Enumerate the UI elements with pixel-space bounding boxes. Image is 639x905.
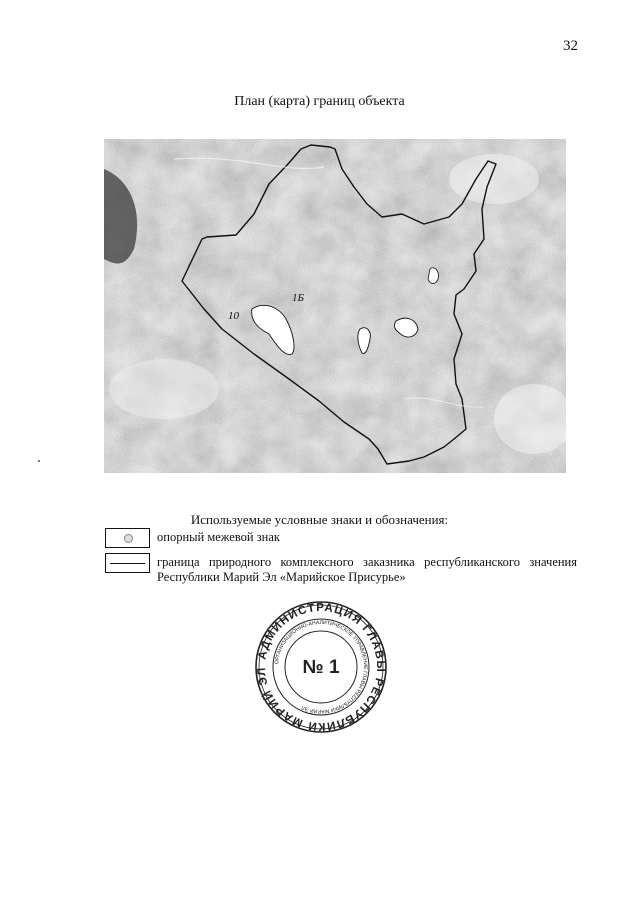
legend-title: Используемые условные знаки и обозначения: [190,512,449,527]
legend-label-marker: опорный межевой знак [157,530,280,544]
pale-patch [449,154,539,204]
clearing-area [428,268,438,284]
map-label-1b: 1Б [292,292,304,304]
page-number: 32 [563,38,578,54]
boundary-map [104,139,566,473]
stamp-center-number: № 1 [302,657,340,678]
legend-swatch-marker [105,528,150,548]
boundary-marker-icon [124,534,133,543]
page-title: План (карта) границ объекта [234,94,405,109]
stamp-outer-text: АДМИНИСТРАЦИЯ ГЛАВЫ РЕСПУБЛИКИ МАРИЙ ЭЛ [255,601,387,733]
map-label-10: 10 [228,310,239,322]
scan-speck [38,460,40,462]
legend-swatch-boundary [105,553,150,573]
stamp-inner-text: ОРГАНИЗАЦИОННО-АНАЛИТИЧЕСКОЕ УПРАВЛЕНИЕ ГЛАВЫ РЕСПУБЛИКИ МАРИЙ ЭЛ [274,619,369,715]
legend-label-boundary: граница природного комплексного заказника республиканского значения Республики Марий Эл «Марийское Присурье» [157,555,577,584]
stamp-seal [254,600,388,734]
map-image [104,139,566,473]
official-stamp [254,600,388,734]
boundary-line-icon [110,563,145,564]
pale-patch [109,359,219,419]
